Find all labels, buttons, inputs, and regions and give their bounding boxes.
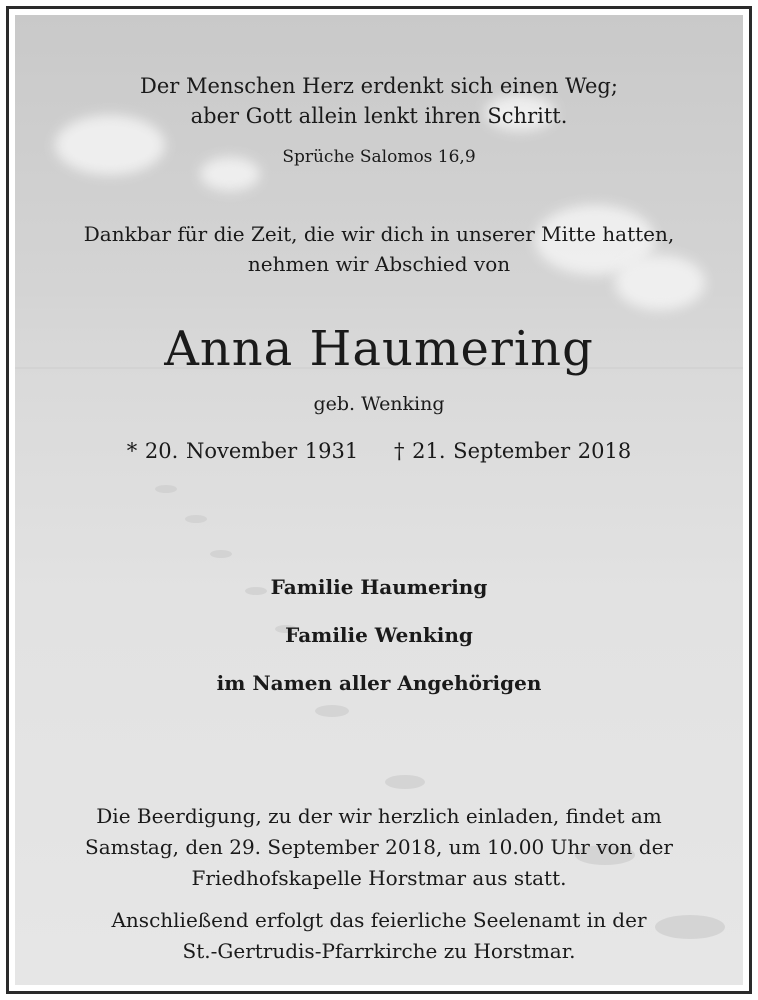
footprint-decoration [385,775,425,789]
deceased-name: Anna Haumering [164,321,594,377]
mourner-relatives: im Namen aller Angehörigen [216,671,542,695]
birth-date: * 20. November 1931 [126,439,359,463]
verse-line-2: aber Gott allein lenkt ihren Schritt. [190,104,568,128]
bible-verse [15,71,743,131]
funeral-line-1: Die Beerdigung, zu der wir herzlich einladen, findet am [96,804,662,828]
funeral-line-3: Friedhofskapelle Horstmar aus statt. [191,866,567,890]
verse-reference: Sprüche Salomos 16,9 [282,147,476,167]
intro-line-2: nehmen wir Abschied von [247,252,511,276]
footprint-decoration [185,515,207,523]
obituary-card [15,15,743,985]
mourner-family-wenking: Familie Wenking [285,623,473,647]
mass-line-1: Anschließend erfolgt das feierliche Seelenamt in der [111,908,647,932]
verse-line-1: Der Menschen Herz erdenkt sich einen Weg; [140,74,618,98]
mourner-family-haumering: Familie Haumering [270,575,488,599]
life-dates [15,439,743,463]
funeral-notice [15,801,743,894]
intro-line-1: Dankbar für die Zeit, die wir dich in unserer Mitte hatten, [83,222,675,246]
requiem-notice [15,905,743,967]
obituary-frame [6,6,752,994]
death-date: † 21. September 2018 [393,439,632,463]
footprint-decoration [210,550,232,558]
footprint-decoration [315,705,349,717]
funeral-line-2: Samstag, den 29. September 2018, um 10.00 Uhr von der [85,835,673,859]
mass-line-2: St.-Gertrudis-Pfarrkirche zu Horstmar. [182,939,576,963]
intro-text [15,219,743,279]
maiden-name: geb. Wenking [313,393,445,415]
footprint-decoration [155,485,177,493]
